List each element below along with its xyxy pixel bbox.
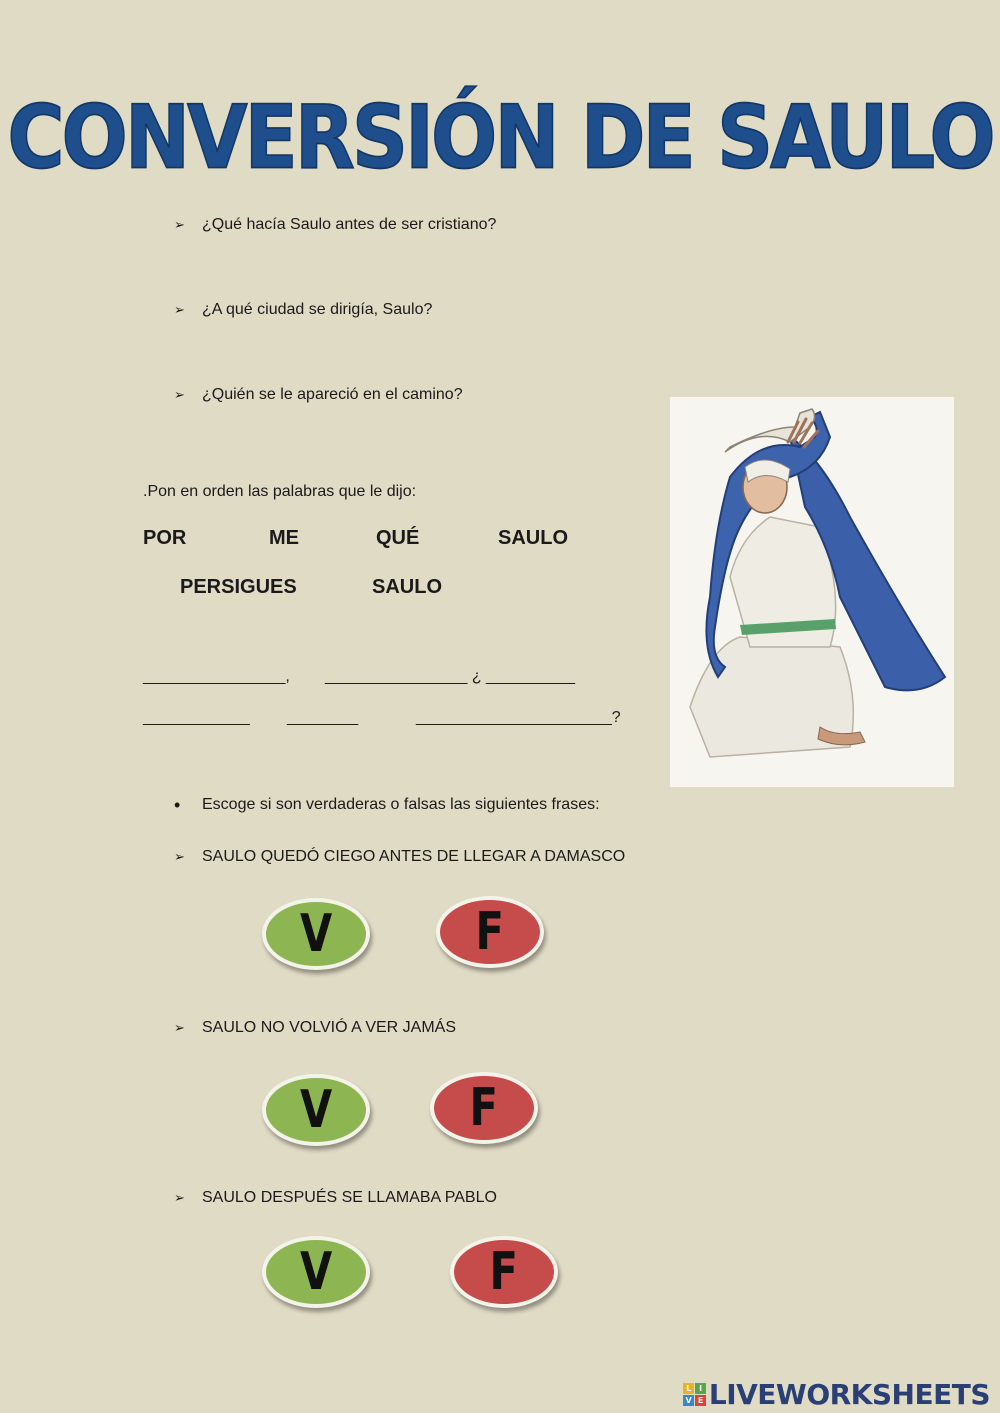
- true-button-1[interactable]: [262, 898, 370, 970]
- saulo-illustration: [670, 397, 954, 787]
- arrow-bullet-icon: ➢: [174, 217, 185, 232]
- false-label: F: [469, 1078, 499, 1138]
- word-que[interactable]: QUÉ: [376, 527, 420, 549]
- statement-1: [174, 848, 625, 866]
- logo-mark-icon: L I V E: [683, 1383, 706, 1406]
- word-saulo-1[interactable]: SAULO: [498, 527, 568, 549]
- statement-2-text: SAULO NO VOLVIÓ A VER JAMÁS: [202, 1019, 457, 1036]
- question-3: [174, 386, 463, 404]
- order-instruction: .Pon en orden las palabras que le dijo:: [143, 483, 417, 500]
- arrow-bullet-icon: ➢: [174, 849, 185, 864]
- arrow-bullet-icon: ➢: [174, 302, 185, 317]
- word-persigues[interactable]: PERSIGUES: [180, 576, 297, 598]
- answer-blank-5[interactable]: ______________________?: [416, 709, 621, 726]
- statement-2: [174, 1019, 456, 1037]
- word-por[interactable]: POR: [143, 527, 187, 549]
- logo-text: LIVEWORKSHEETS: [708, 1378, 990, 1411]
- statement-1-text: SAULO QUEDÓ CIEGO ANTES DE LLEGAR A DAMASCO: [202, 848, 626, 865]
- arrow-bullet-icon: ➢: [174, 1020, 185, 1035]
- true-label: V: [299, 904, 333, 964]
- true-label: V: [299, 1242, 333, 1302]
- word-me[interactable]: ME: [269, 527, 299, 549]
- answer-blank-4[interactable]: ________: [287, 709, 359, 726]
- answer-blank-1[interactable]: ________________,: [143, 668, 290, 685]
- word-saulo-2[interactable]: SAULO: [372, 576, 442, 598]
- arrow-bullet-icon: ➢: [174, 1190, 185, 1205]
- false-button-3[interactable]: [450, 1236, 558, 1308]
- true-label: V: [299, 1080, 333, 1140]
- statement-3-text: SAULO DESPUÉS SE LLAMABA PABLO: [202, 1189, 497, 1206]
- question-1-text: ¿Qué hacía Saulo antes de ser cristiano?: [202, 216, 497, 233]
- page-title: CONVERSIÓN DE SAULO: [7, 88, 993, 189]
- tf-instruction: [174, 796, 600, 814]
- answer-blank-3[interactable]: ____________: [143, 709, 250, 726]
- question-3-text: ¿Quién se le apareció en el camino?: [202, 386, 463, 403]
- false-button-2[interactable]: [430, 1072, 538, 1144]
- arrow-bullet-icon: ➢: [174, 387, 185, 402]
- false-label: F: [475, 902, 505, 962]
- question-2-text: ¿A qué ciudad se dirigía, Saulo?: [202, 301, 433, 318]
- true-button-3[interactable]: [262, 1236, 370, 1308]
- liveworksheets-logo: [683, 1378, 990, 1411]
- tf-instruction-text: Escoge si son verdaderas o falsas las siguientes frases:: [202, 796, 600, 813]
- false-label: F: [489, 1242, 519, 1302]
- question-1: [174, 216, 496, 234]
- question-2: [174, 301, 432, 319]
- answer-blank-2[interactable]: ________________ ¿ __________: [325, 668, 576, 685]
- false-button-1[interactable]: [436, 896, 544, 968]
- true-button-2[interactable]: [262, 1074, 370, 1146]
- statement-3: [174, 1189, 497, 1207]
- dot-bullet-icon: •: [174, 795, 181, 815]
